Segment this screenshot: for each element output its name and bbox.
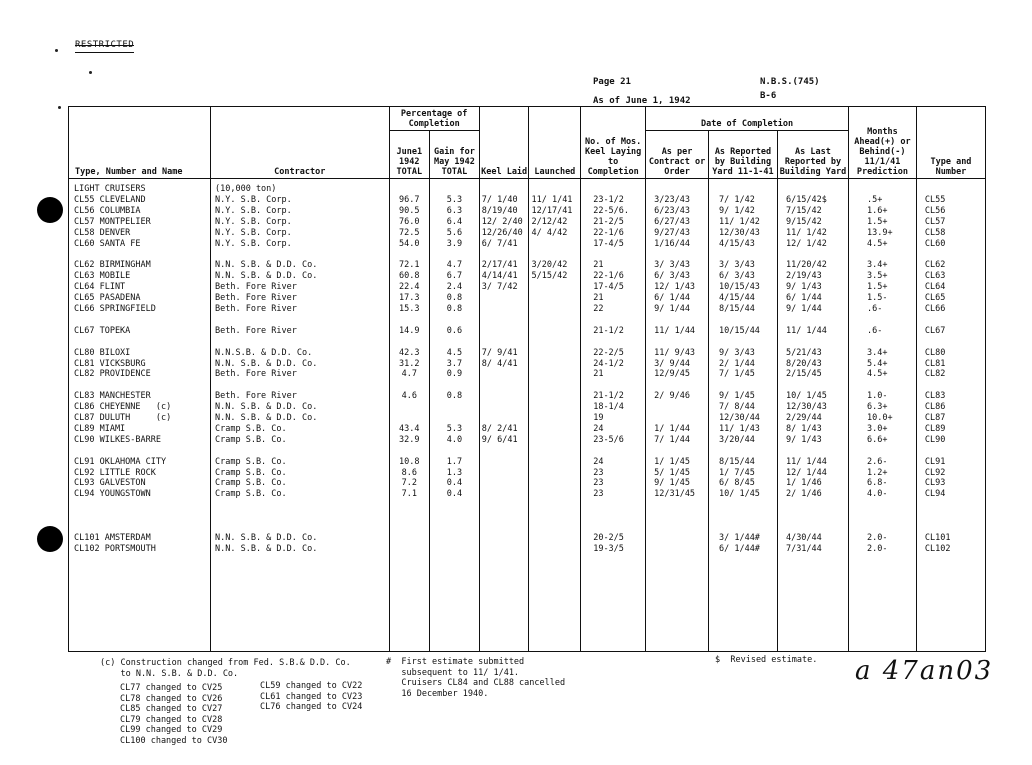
scan-dot: [55, 49, 58, 52]
cell-june-totals: 96.7 90.5 76.0 72.5 54.0 72.1 60.8 22.4 17.3 15.3 14.9 42.3 31.2 4.7 4.6 43.4 32.9 10.8 8.6 7.2 7.1: [389, 179, 430, 652]
footnote-conversions-a: CL77 changed to CV25 CL78 changed to CV26 CL85 changed to CV27 CL79 changed to CV28 CL99 changed to CV29 CL100 changed to CV30: [120, 683, 228, 746]
cell-may-gains: 5.3 6.3 6.4 5.6 3.9 4.7 6.7 2.4 0.8 0.8 0.6 4.5 3.7 0.9 0.8 5.3 4.0 1.7 1.3 0.4 0.4: [430, 179, 480, 652]
col-percentage-group: Percentage of Completion: [389, 107, 479, 131]
cell-months-keel: 23-1/2 22-5/6. 21-2/5 22-1/6 17-4/5 21 22-1/6 17-4/5 21 22 21-1/2 22-2/5 24-1/2 21 21-1/2 18-1/4 19 24 23-5/6 24 23 23 23 20-2/5 19-3/5: [581, 179, 646, 652]
cell-ahead-behind: .5+ 1.6+ 1.5+ 13.9+ 4.5+ 3.4+ 3.5+ 1.5+ 1.5- .6- .6- 3.4+ 5.4+ 4.5+ 1.0- 6.3+ 10.0+ 3.0+ 6.6+ 2.6- 1.2+ 6.8- 4.0- 2.0- 2.0-: [848, 179, 916, 652]
as-of-date: As of June 1, 1942: [593, 96, 691, 106]
footnote-construction-change: (c) Construction changed from Fed. S.B.& D.D. Co. to N.N. S.B. & D.D. Co.: [100, 658, 351, 679]
col-may-gain: Gain for May 1942 TOTAL: [430, 131, 480, 179]
punch-hole: [37, 526, 63, 552]
col-keel-laid: Keel Laid: [479, 107, 529, 179]
page-number: Page 21: [593, 77, 631, 87]
document-sub-ref: B-6: [760, 91, 777, 101]
footnote-first-estimate: # First estimate submitted subsequent to 11/ 1/41. Cruisers CL84 and CL88 cancelled 16 December 1940.: [386, 657, 566, 699]
col-contractor: Contractor: [211, 107, 390, 179]
footnote-revised-estimate: $ Revised estimate.: [715, 655, 818, 665]
cell-contractors: (10,000 ton) N.Y. S.B. Corp. N.Y. S.B. Corp. N.Y. S.B. Corp. N.Y. S.B. Corp. N.Y. S.B. Corp. N.N. S.B. & D.D. Co. N.N. S.B. & D.D. Co. Beth. Fore River Beth. Fore River Beth. Fore River Beth. Fore River N.N.S.B. & D.D. Co. N.N. S.B. & D.D. Co. Beth. Fore River Beth. Fore River N.N. S.B. & D.D. Co. N.N. S.B. & D.D. Co. Cramp S.B. Co. Cramp S.B. Co. Cramp S.B. Co. Cramp S.B. Co. Cramp S.B. Co. Cramp S.B. Co. N.N. S.B. & D.D. Co. N.N. S.B. & D.D. Co.: [211, 179, 390, 652]
cell-last-reported: 6/15/42$ 7/15/42 9/15/42 11/ 1/42 12/ 1/42 11/20/42 2/19/43 9/ 1/43 6/ 1/44 9/ 1/44 11/ 1/44 5/21/43 8/20/43 2/15/45 10/ 1/45 12/30/43 2/29/44 8/ 1/43 9/ 1/43 11/ 1/44 12/ 1/44 1/ 1/46 2/ 1/46 4/30/44 7/31/44: [777, 179, 848, 652]
restricted-stamp: RESTRICTED: [75, 40, 135, 50]
footnote-conversions-b: CL59 changed to CV22 CL61 changed to CV23 CL76 changed to CV24: [260, 681, 363, 712]
scan-dot: [58, 106, 61, 109]
cell-launch-dates: 11/ 1/41 12/17/41 2/12/42 4/ 4/42 3/20/42 5/15/42: [529, 179, 581, 652]
col-months-keel: No. of Mos. Keel Laying to Completion: [581, 107, 646, 179]
cell-type-names: LIGHT CRUISERS CL55 CLEVELAND CL56 COLUMBIA CL57 MONTPELIER CL58 DENVER CL60 SANTA FE CL62 BIRMINGHAM CL63 MOBILE CL64 FLINT CL65 PASADENA CL66 SPRINGFIELD CL67 TOPEKA CL80 BILOXI CL81 VICKSBURG CL82 PROVIDENCE CL83 MANCHESTER CL86 CHEYENNE (c) CL87 DULUTH (c) CL89 MIAMI CL90 WILKES-BARRE CL91 OKLAHOMA CITY CL92 LITTLE ROCK CL93 GALVESTON CL94 YOUNGSTOWN CL101 AMSTERDAM CL102 PORTSMOUTH: [69, 179, 211, 652]
col-reported-yard: As Reported by Building Yard 11-1-41: [708, 131, 777, 179]
handwritten-annotation: a 47an03: [855, 656, 994, 686]
cell-keel-dates: 7/ 1/40 8/19/40 12/ 2/40 12/26/40 6/ 7/41 2/17/41 4/14/41 3/ 7/42 7/ 9/41 8/ 4/41 8/ 2/41 9/ 6/41: [479, 179, 529, 652]
col-type-number: Type and Number: [916, 107, 985, 179]
col-ahead-behind: Months Ahead(+) or Behind(-) 11/1/41 Prediction: [848, 107, 916, 179]
col-launched: Launched: [529, 107, 581, 179]
col-type-name: Type, Number and Name: [69, 107, 211, 179]
cell-per-contract: 3/23/43 6/23/43 6/27/43 9/27/43 1/16/44 3/ 3/43 6/ 3/43 12/ 1/43 6/ 1/44 9/ 1/44 11/ 1/44 11/ 9/43 3/ 9/44 12/9/45 2/ 9/46 1/ 1/44 7/ 1/44 1/ 1/45 5/ 1/45 9/ 1/45 12/31/45: [646, 179, 709, 652]
cell-type-numbers: CL55 CL56 CL57 CL58 CL60 CL62 CL63 CL64 CL65 CL66 CL67 CL80 CL81 CL82 CL83 CL86 CL87 CL89 CL90 CL91 CL92 CL93 CL94 CL101 CL102: [916, 179, 985, 652]
col-last-reported: As Last Reported by Building Yard: [777, 131, 848, 179]
cell-reported-yard: 7/ 1/42 9/ 1/42 11/ 1/42 12/30/43 4/15/43 3/ 3/43 6/ 3/43 10/15/43 4/15/44 8/15/44 10/15/44 9/ 3/43 2/ 1/44 7/ 1/45 9/ 1/45 7/ 8/44 12/30/44 11/ 1/43 3/20/44 8/15/44 1/ 7/45 6/ 8/45 10/ 1/45 3/ 1/44# 6/ 1/44#: [708, 179, 777, 652]
col-june-total: June1 1942 TOTAL: [389, 131, 430, 179]
cruiser-status-table: [68, 106, 986, 652]
document-ref: N.B.S.(745): [760, 77, 820, 87]
col-per-contract: As per Contract or Order: [646, 131, 709, 179]
scan-dot: [89, 71, 92, 74]
punch-hole: [37, 197, 63, 223]
col-date-group: Date of Completion: [646, 107, 849, 131]
